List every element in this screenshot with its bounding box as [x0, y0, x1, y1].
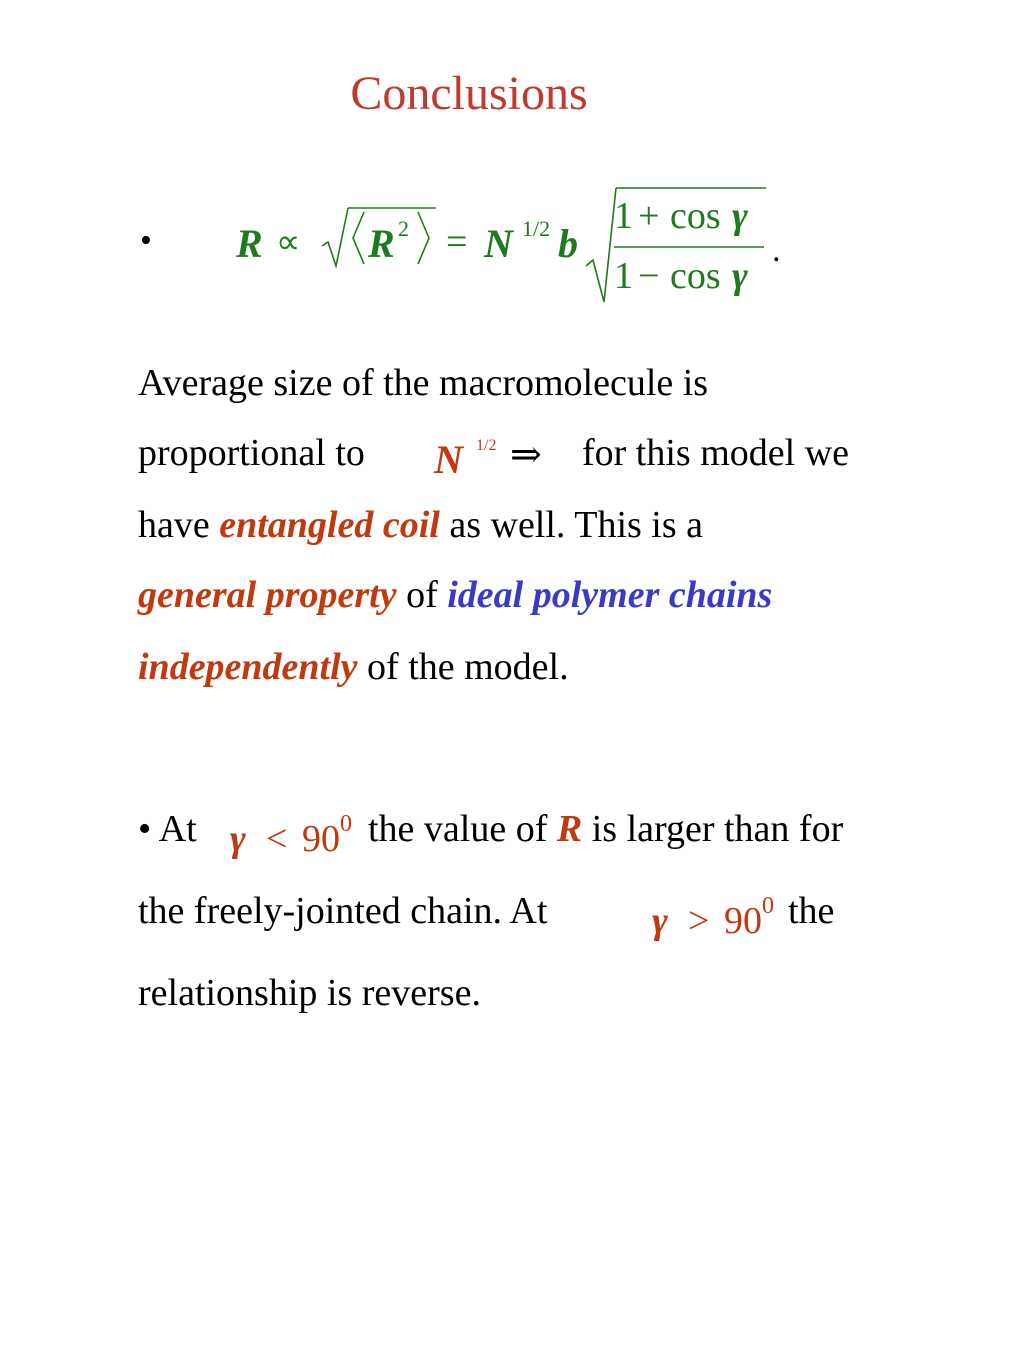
inline-ninety-2: 90 — [724, 900, 762, 942]
inline-degree-2: 0 — [762, 893, 774, 919]
numerator-plus: + — [638, 195, 660, 237]
inline-gamma-gt: γ — [652, 900, 668, 942]
denominator-minus: − — [638, 255, 660, 297]
paragraph-line-5: independently of the model. — [138, 646, 569, 688]
bullet2-line-2a: the freely-jointed chain. At — [138, 890, 548, 932]
denominator-gamma: γ — [732, 255, 748, 297]
bullet-dot: • — [140, 222, 152, 259]
formula-b: b — [558, 221, 578, 266]
paragraph-line-2b: for this model we — [582, 432, 850, 474]
denominator-cos: cos — [670, 255, 721, 297]
big-sqrt-sign-icon — [584, 186, 618, 304]
numerator-cos: cos — [670, 195, 721, 237]
formula-N: N — [484, 221, 513, 266]
denominator-one: 1 — [614, 255, 633, 297]
formula-period: . — [772, 232, 781, 269]
inline-gamma-lt: γ — [230, 818, 246, 860]
bullet2-line-3: relationship is reverse. — [138, 972, 481, 1014]
numerator-gamma: γ — [732, 195, 748, 237]
emphasis-independently: independently — [138, 646, 358, 688]
slide-title: Conclusions — [350, 67, 588, 120]
paragraph-line-4: general property of ideal polymer chains — [138, 574, 773, 616]
paragraph-line-3: have entangled coil as well. This is a — [138, 504, 704, 546]
formula-equals: = — [446, 221, 468, 263]
inline-N-exponent: 1/2 — [476, 437, 497, 454]
formula-half: 1/2 — [522, 216, 551, 241]
paragraph-line-1: Average size of the macromolecule is — [138, 362, 709, 404]
formula-square: 2 — [398, 216, 409, 241]
inline-ninety-1: 90 — [302, 818, 340, 860]
left-angle-bracket — [350, 210, 366, 266]
formula-propto: ∝ — [276, 224, 301, 261]
big-radical-bar — [616, 187, 766, 191]
bullet2-line-1b: the value of R is larger than for — [368, 808, 844, 850]
formula-R: R — [236, 221, 263, 266]
implies-arrow-icon: ⇒ — [510, 434, 542, 476]
bullet2-line-2b: the — [788, 890, 835, 932]
bullet2-line-1a: • At — [138, 808, 197, 850]
inline-less-than: < — [266, 818, 288, 860]
inline-N: N — [434, 437, 463, 482]
formula-R-inner: R — [368, 221, 395, 266]
inline-greater-than: > — [688, 900, 710, 942]
emphasis-entangled-coil: entangled coil — [219, 504, 440, 546]
emphasis-general-property: general property — [138, 574, 397, 616]
inline-degree-1: 0 — [340, 811, 352, 837]
numerator-one: 1 — [614, 195, 633, 237]
emphasis-R: R — [556, 808, 583, 850]
emphasis-ideal-polymer-chains: ideal polymer chains — [447, 574, 773, 616]
paragraph-line-2a: proportional to — [138, 432, 365, 474]
sqrt-sign-icon — [320, 206, 350, 268]
fraction-bar — [614, 246, 764, 250]
formula-rms-size — [236, 184, 796, 304]
right-angle-bracket — [416, 210, 432, 266]
